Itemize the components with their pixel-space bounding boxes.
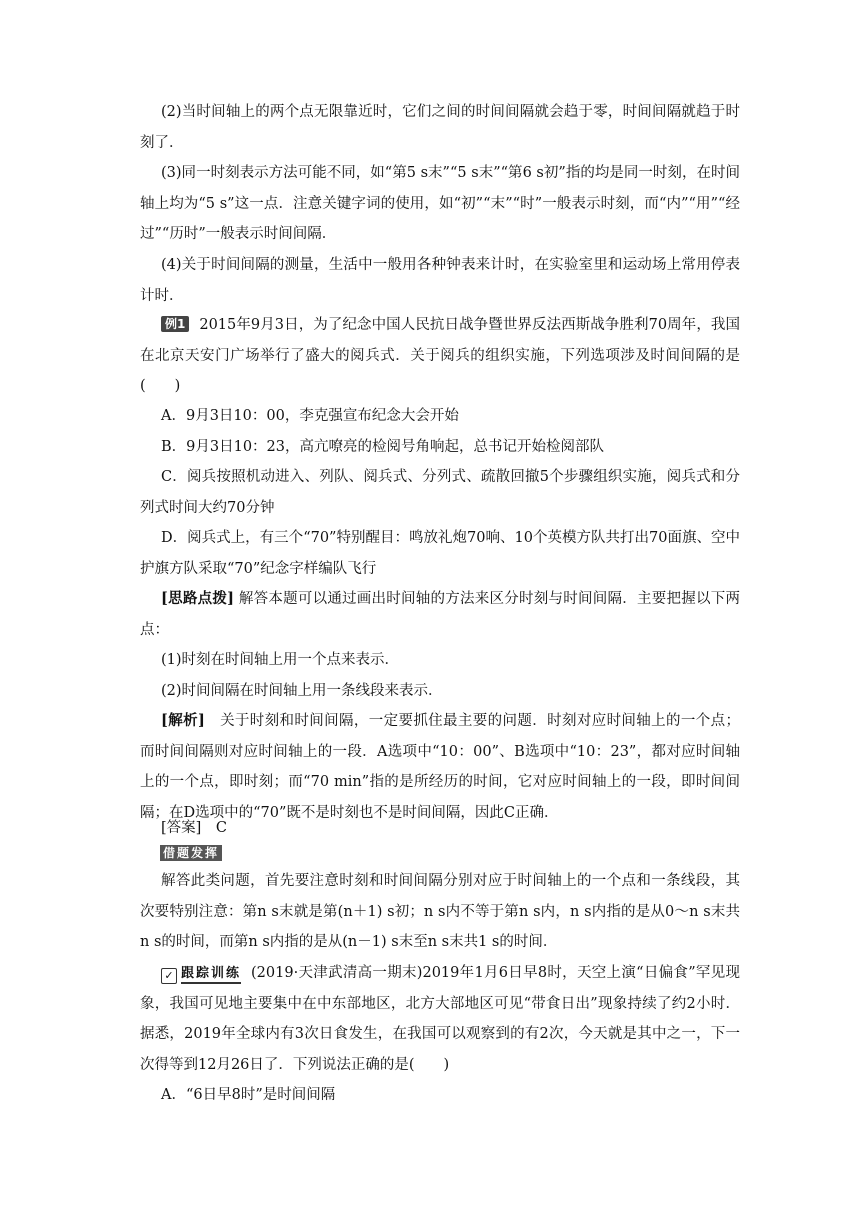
analysis-label: [解析] — [161, 712, 205, 729]
training-label: 跟踪训练 — [181, 966, 241, 984]
analysis-text: 关于时刻和时间间隔，一定要抓住最主要的问题．时刻对应时间轴上的一个点；而时间间隔则对应时间轴上的一段．A选项中“10：00”、B选项中“10：23”，都对应时间轴上的一个点，即时刻；而“70 min”指的是所经历的时间，它对应时间轴上的一段，即时间间隔；在D选项中的“70”既不是时刻也不是时间间隔，因此C正确． — [140, 713, 740, 821]
hint-point-1: (1)时刻在时间轴上用一个点来表示． — [161, 652, 400, 668]
analysis-paragraph — [140, 706, 740, 828]
option-c: C．阅兵按照机动进入、列队、阅兵式、分列式、疏散回撤5个步骤组织实施，阅兵式和分列式时间大约70分钟 — [140, 469, 740, 516]
example-stem-text: 2015年9月3日，为了纪念中国人民抗日战争暨世界反法西斯战争胜利70周年，我国在北京天安门广场举行了盛大的阅兵式．关于阅兵的组织实施，下列选项涉及时间间隔的是( ) — [140, 317, 740, 394]
answer-value: C — [215, 820, 227, 836]
paragraph-4: (4)关于时间间隔的测量，生活中一般用各种钟表来计时，在实验室里和运动场上常用停表计时． — [140, 257, 740, 304]
training-stem: (2019·天津武清高一期末)2019年1月6日早8时，天空上演“日偏食”罕见现象，我国可见地主要集中在中东部地区，北方大部地区可见“带食日出”现象持续了约2小时．据悉，2019年全球内有3次日食发生，在我国可以观察到的有2次，今天就是其中之一，下一次得等到12月26日了．下列说法正确的是( ) — [140, 965, 740, 1073]
example-1-stem — [140, 310, 740, 402]
extension-paragraph: 解答此类问题，首先要注意时刻和时间间隔分别对应于时间轴上的一个点和一条线段，其次要特别注意：第n s末就是第(n＋1) s初；n s内不等于第n s内，n s内指的是从0～n s末共n s的时间，而第n s内指的是从(n－1) s末至n s末共1 s的时间． — [140, 873, 740, 950]
hint-paragraph — [140, 584, 740, 645]
answer-label: [答案] — [161, 820, 202, 836]
paragraph-3: (3)同一时刻表示方法可能不同，如“第5 s末”“5 s末”“第6 s初”指的均是同一时刻，在时间轴上均为“5 s”这一点．注意关键字词的使用，如“初”“末”“时”一般表示时刻，而“内”“用”“经过”“历时”一般表示时间间隔． — [140, 165, 740, 242]
paragraph-2: (2)当时间轴上的两个点无限靠近时，它们之间的时间间隔就会趋于零，时间间隔就趋于时刻了． — [140, 104, 740, 151]
option-a: A．9月3日10：00，李克强宣布纪念大会开始 — [161, 408, 459, 424]
training-paragraph — [140, 958, 740, 1080]
hint-point-2: (2)时间间隔在时间轴上用一条线段来表示． — [161, 683, 443, 699]
answer-paragraph — [140, 813, 740, 844]
option-b: B．9月3日10：23，高亢嘹亮的检阅号角响起，总书记开始检阅部队 — [161, 439, 605, 455]
training-option-a: A．“6日早8时”是时间间隔 — [161, 1087, 336, 1103]
hint-text: 解答本题可以通过画出时间轴的方法来区分时刻与时间间隔．主要把握以下两点： — [140, 591, 740, 638]
checkmark-icon: ✓ — [161, 968, 177, 984]
option-d: D．阅兵式上，有三个“70”特别醒目：鸣放礼炮70响、10个英模方队共打出70面旗、空中护旗方队采取“70”纪念字样编队飞行 — [140, 530, 740, 577]
example-tag: 例1 — [161, 316, 189, 332]
hint-label: [思路点拨] — [161, 590, 234, 607]
extension-banner: 借题发挥 — [160, 845, 222, 861]
